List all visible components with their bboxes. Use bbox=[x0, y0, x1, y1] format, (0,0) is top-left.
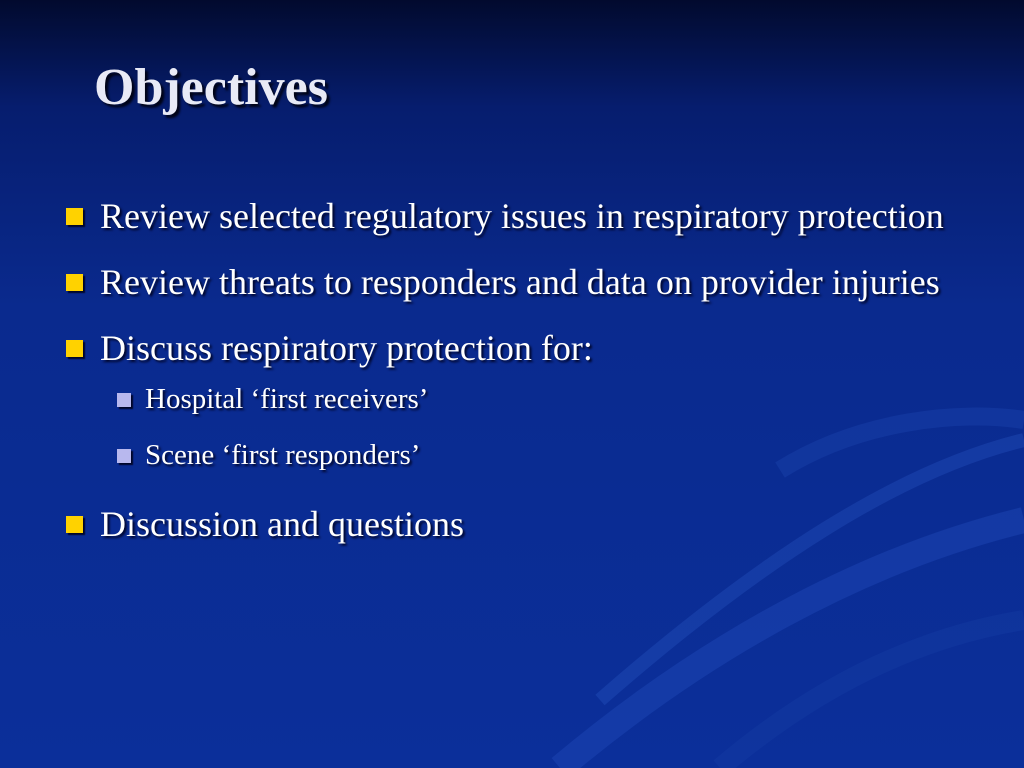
bullet-text: Discuss respiratory protection for: bbox=[100, 328, 593, 368]
bullet-item bbox=[62, 190, 962, 242]
bullet-item bbox=[62, 498, 962, 550]
square-bullet-icon bbox=[66, 340, 83, 357]
bullet-text: Review selected regulatory issues in respiratory protection bbox=[100, 196, 944, 236]
sub-bullet-text: Scene ‘first responders’ bbox=[145, 439, 421, 471]
slide-title: Objectives bbox=[94, 59, 328, 116]
sub-bullet-text: Hospital ‘first receivers’ bbox=[145, 383, 429, 415]
bullet-list bbox=[62, 190, 962, 564]
bullet-item bbox=[62, 256, 962, 308]
bullet-text: Review threats to responders and data on provider injuries bbox=[100, 262, 940, 302]
bullet-item bbox=[62, 322, 962, 374]
sub-bullet-item bbox=[62, 434, 962, 476]
square-bullet-icon bbox=[66, 208, 83, 225]
bullet-text: Discussion and questions bbox=[100, 504, 464, 544]
square-sub-bullet-icon bbox=[117, 393, 131, 407]
sub-bullet-item bbox=[62, 378, 962, 420]
square-bullet-icon bbox=[66, 516, 83, 533]
square-sub-bullet-icon bbox=[117, 449, 131, 463]
square-bullet-icon bbox=[66, 274, 83, 291]
